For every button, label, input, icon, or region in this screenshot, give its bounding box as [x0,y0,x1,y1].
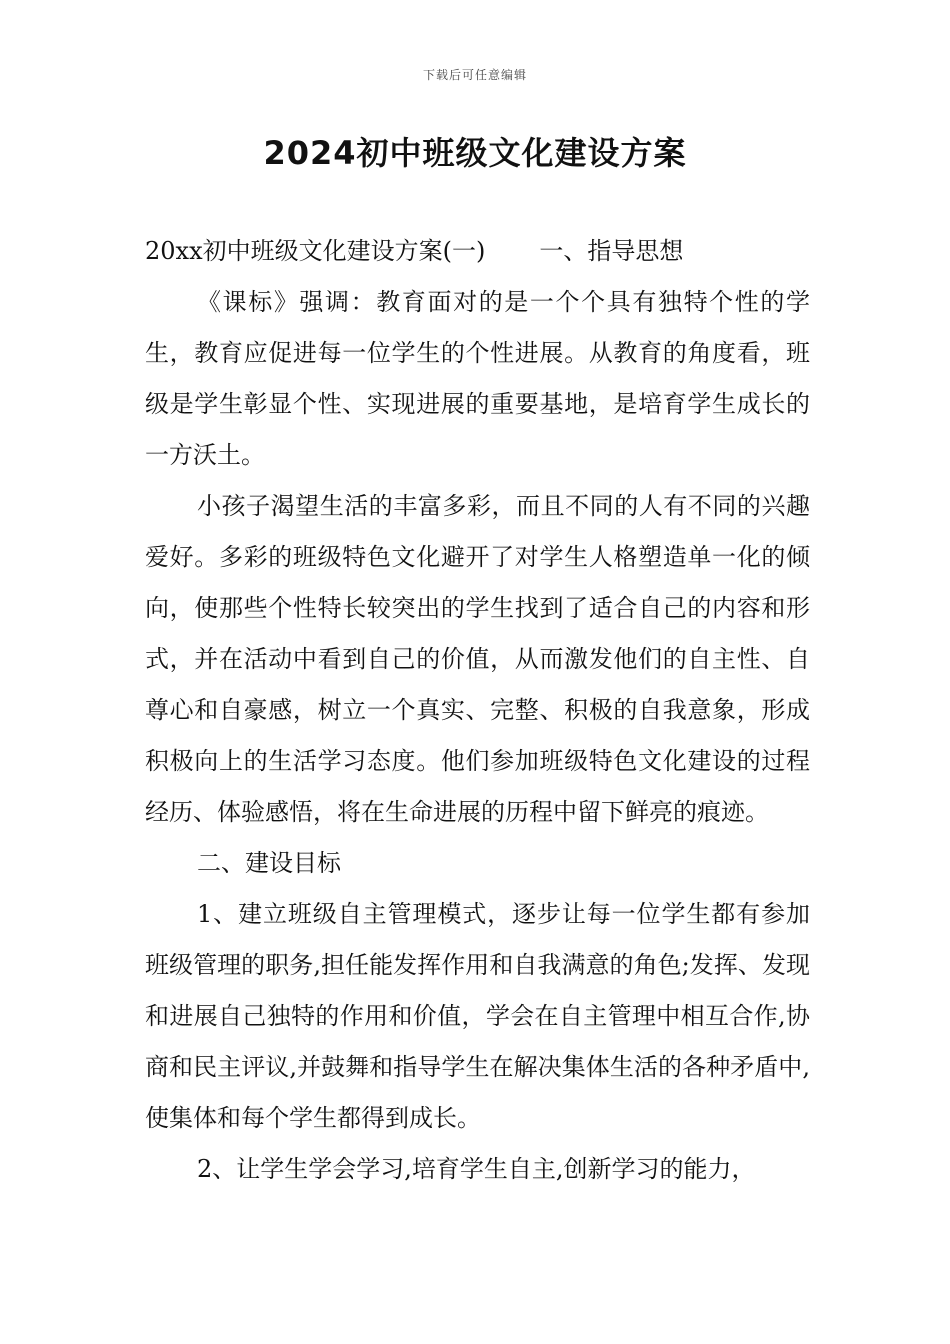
document-subtitle: 20xx初中班级文化建设方案(一) [145,237,486,265]
document-body [145,226,810,1195]
header-note: 下载后可任意编辑 [422,68,527,82]
document-title: 2024初中班级文化建设方案 [263,134,687,172]
section-heading-goals: 二、建设目标 [197,849,341,877]
paragraph-curriculum: 《课标》强调：教育面对的是一个个具有独特个性的学生，教育应促进每一位学生的个性进展。从教育的角度看，班级是学生彰显个性、实现进展的重要基地，是培育学生成长的一方沃土。 [145,288,810,469]
intro-line [145,226,810,277]
paragraph-children-interests: 小孩子渴望生活的丰富多彩，而且不同的人有不同的兴趣爱好。多彩的班级特色文化避开了对学生人格塑造单一化的倾向，使那些个性特长较突出的学生找到了适合自己的内容和形式，并在活动中看到自己的价值，从而激发他们的自主性、自尊心和自豪感，树立一个真实、完整、积极的自我意象，形成积极向上的生活学习态度。他们参加班级特色文化建设的过程经历、体验感悟，将在生命进展的历程中留下鲜亮的痕迹。 [145,492,810,826]
paragraph-goal-1: 1、建立班级自主管理模式，逐步让每一位学生都有参加班级管理的职务,担任能发挥作用和自我满意的角色;发挥、发现和进展自己独特的作用和价值，学会在自主管理中相互合作,协商和民主评议,并鼓舞和指导学生在解决集体生活的各种矛盾中,使集体和每个学生都得到成长。 [145,900,810,1132]
section-heading-guiding-thought: 一、指导思想 [539,237,684,265]
paragraph-goal-2: 2、让学生学会学习,培育学生自主,创新学习的能力， [197,1155,756,1183]
